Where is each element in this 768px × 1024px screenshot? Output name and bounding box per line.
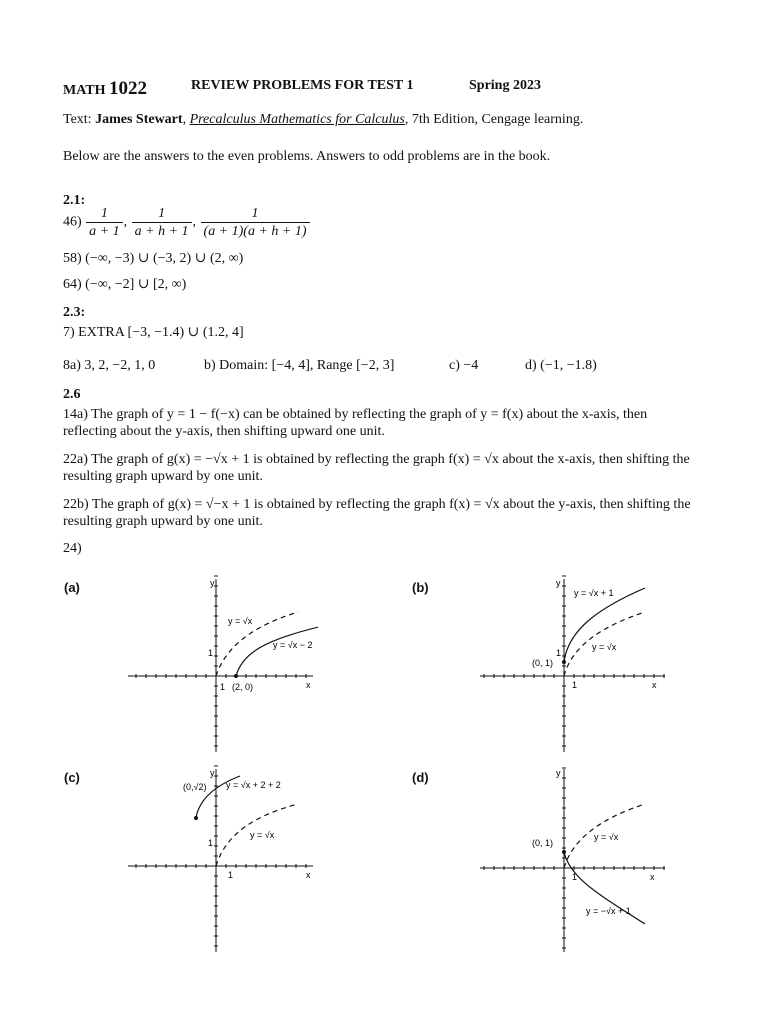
graph-d (480, 764, 670, 954)
page-header (63, 78, 147, 100)
graph-c (128, 764, 318, 954)
x-axis-label: x (652, 680, 657, 690)
point-2-0 (234, 674, 238, 678)
shift-curve-label: y = √x + 1 (574, 588, 614, 598)
term-label: Spring 2023 (469, 78, 541, 93)
tick-label-y-1: 1 (208, 838, 214, 848)
point-label: (0,√2) (183, 782, 207, 792)
problem-14a: 14a) The graph of y = 1 − f(−x) can be obtained by reflecting the graph of y = f(x) about the x-axis, then reflecting about the y-axis, then shifting upward one unit. (63, 407, 648, 439)
fraction-2: $\frac{1}{a + h + 1}$ (132, 205, 192, 240)
course-number: 1022 (109, 78, 148, 99)
textbook-line: Text: James Stewart, Precalculus Mathematics for Calculus, 7th Edition, Cengage learning. (63, 112, 584, 127)
graph-d-label: (d) (412, 770, 429, 785)
tick-label-y-1: 1 (208, 648, 214, 658)
problem-8d: d) (−1, −1.8) (525, 358, 597, 373)
point-start (194, 816, 198, 820)
problem-8b: b) Domain: [−4, 4], Range [−2, 3] (204, 358, 395, 373)
y-axis-label: y (210, 768, 215, 778)
tick-label-x-1: 1 (228, 870, 234, 880)
shift-curve-label: y = √x − 2 (273, 640, 313, 650)
section-heading-2-3: 2.3: (63, 305, 86, 320)
point-label: (0, 1) (532, 658, 554, 668)
graph-a (128, 574, 318, 754)
problem-8a: 8a) 3, 2, −2, 1, 0 (63, 358, 156, 373)
section-heading-2-6: 2.6 (63, 387, 81, 402)
point-0-1 (562, 660, 566, 664)
tick-label-x-1: 1 (572, 680, 578, 690)
tick-label-y-1: 1 (556, 648, 562, 658)
tick-label-x-1: 1 (572, 872, 578, 882)
book-title: Precalculus Mathematics for Calculus (189, 112, 405, 127)
y-axis-label: y (210, 578, 215, 588)
y-axis-label: y (556, 578, 561, 588)
problem-8c: c) −4 (449, 358, 479, 373)
problem-46: 46) $\frac{1}{a + 1}$ , $\frac{1}{a + h + 1}$ , $\frac{1}{(a + 1)(a + h + 1)}$ (63, 205, 311, 240)
problem-7: 7) EXTRA [−3, −1.4) ∪ (1.2, 4] (63, 325, 244, 340)
problem-24: 24) (63, 541, 82, 556)
problem-58: 58) (−∞, −3) ∪ (−3, 2) ∪ (2, ∞) (63, 251, 244, 266)
base-curve-label: y = √x (592, 642, 617, 652)
shift-curve-label: y = √x + 2 + 2 (226, 780, 281, 790)
graph-a-label: (a) (64, 580, 80, 595)
point-label: (0, 1) (532, 838, 554, 848)
graph-c-label: (c) (64, 770, 80, 785)
problem-64: 64) (−∞, −2] ∪ [2, ∞) (63, 277, 187, 292)
x-axis-label: x (650, 872, 655, 882)
x-axis-label: x (306, 680, 311, 690)
intro-text: Below are the answers to the even problems. Answers to odd problems are in the book. (63, 149, 551, 164)
tick-label-x-1: 1 (220, 682, 226, 692)
shifted-curve (236, 626, 318, 676)
point-0-1 (562, 850, 566, 854)
x-axis-label: x (306, 870, 311, 880)
document-title: REVIEW PROBLEMS FOR TEST 1 (191, 78, 414, 93)
fraction-3: $\frac{1}{(a + 1)(a + h + 1)}$ (201, 205, 310, 240)
base-curve-label: y = √x (228, 616, 253, 626)
section-heading-2-1: 2.1: (63, 193, 86, 208)
base-curve-label: y = √x (250, 830, 275, 840)
course-code: MATH (63, 83, 106, 98)
problem-22b: 22b) The graph of g(x) = √−x + 1 is obtained by reflecting the graph f(x) = √x about the y-axis, then shifting the resulting graph upward by one unit. (63, 497, 691, 529)
author-name: James Stewart (95, 112, 183, 127)
base-curve-label: y = √x (594, 832, 619, 842)
graph-b (480, 574, 670, 754)
reflected-curve-label: y = −√x + 1 (586, 906, 631, 916)
y-axis-label: y (556, 768, 561, 778)
graph-b-label: (b) (412, 580, 429, 595)
fraction-1: $\frac{1}{a + 1}$ (86, 205, 122, 240)
problem-22a: 22a) The graph of g(x) = −√x + 1 is obtained by reflecting the graph f(x) = √x about the x-axis, then shifting the resulting graph upward by one unit. (63, 452, 690, 484)
point-label: (2, 0) (232, 682, 254, 692)
